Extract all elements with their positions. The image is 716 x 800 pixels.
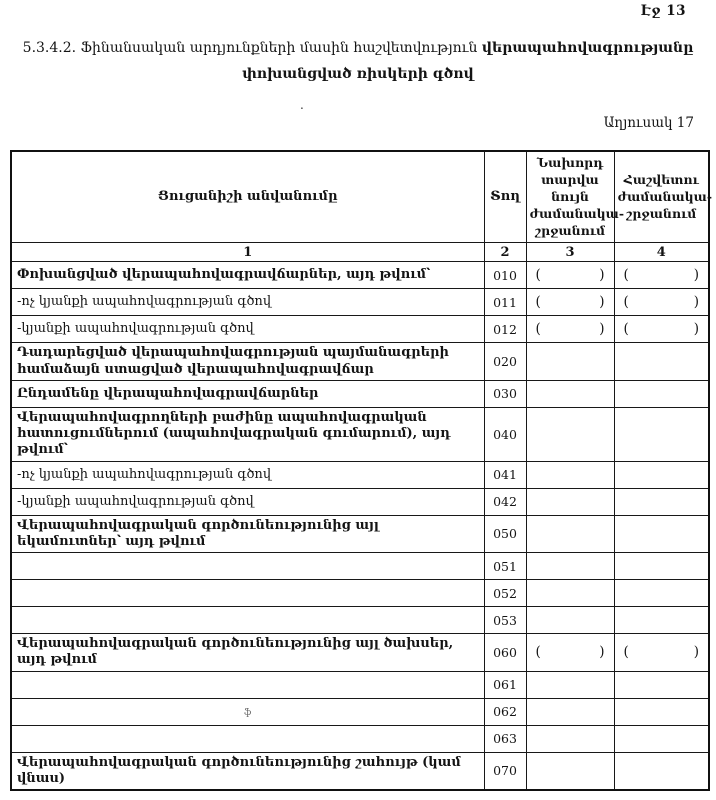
negative-value-parentheses [536,294,605,310]
table-row [11,407,709,461]
reporting-period-cell [614,380,709,407]
column-number-2: 2 [484,243,526,262]
table-row [11,289,709,316]
indicator-cell: -ոչ կյանքի ապահովագրության գծով [11,461,484,488]
reporting-period-cell [614,671,709,698]
close-paren: ) [599,294,605,311]
header-indicator: Ցուցանիշի անվանումը [11,151,484,243]
row-code-cell: 062 [484,698,526,725]
close-paren: ) [599,321,605,338]
reporting-period-cell [614,316,709,343]
open-paren: ( [535,267,541,284]
open-paren: ( [535,294,541,311]
close-paren: ) [693,294,699,311]
reporting-period-cell [614,488,709,515]
reporting-period-cell [614,461,709,488]
row-code-cell: 042 [484,488,526,515]
column-number-row [11,243,709,262]
open-paren: ( [623,644,629,661]
scan-dot-artifact: . [300,98,304,112]
header-row-code: Տող [484,151,526,243]
reporting-period-cell [614,553,709,580]
indicator-cell: Փոխանցված վերապահովագրավճարներ, այդ թվում՝ [11,262,484,289]
prev-period-cell [526,634,614,672]
row-code-cell: 070 [484,752,526,790]
reporting-period-cell [614,752,709,790]
row-code-cell: 052 [484,580,526,607]
prev-period-cell [526,515,614,553]
table-row [11,262,709,289]
column-number-4: 4 [614,243,709,262]
table-row [11,725,709,752]
reporting-period-cell [614,698,709,725]
row-code-cell: 012 [484,316,526,343]
negative-value-parentheses [624,321,700,337]
table-row [11,607,709,634]
table-row [11,553,709,580]
reporting-period-cell [614,407,709,461]
indicator-cell: Դադարեցված վերապահովագրության պայմանագրերի համաձայն ստացված վերապահովագրավճար [11,343,484,381]
close-paren: ) [599,644,605,661]
row-code-cell: 053 [484,607,526,634]
ink-smudge-artifact: ֆ [244,707,252,718]
row-code-cell: 010 [484,262,526,289]
prev-period-cell [526,343,614,381]
title-emphasis: վերապահովագրությանը փոխանցված ռիսկերի գծով [242,40,694,82]
prev-period-cell [526,461,614,488]
negative-value-parentheses [536,644,605,660]
column-number-1: 1 [11,243,484,262]
indicator-cell [11,698,484,725]
indicator-cell [11,725,484,752]
prev-period-cell [526,752,614,790]
prev-period-cell [526,380,614,407]
row-code-cell: 040 [484,407,526,461]
column-number-3: 3 [526,243,614,262]
table-row [11,634,709,672]
open-paren: ( [623,267,629,284]
indicator-cell: -կյանքի ապահովագրության գծով [11,316,484,343]
table-row [11,488,709,515]
prev-period-cell [526,289,614,316]
indicator-cell: Վերապահովագրական գործունեությունից շահույթ (կամ վնաս) [11,752,484,790]
reporting-period-cell [614,580,709,607]
indicator-cell: Վերապահովագրական գործունեությունից այլ ծախսեր, այդ թվում [11,634,484,672]
row-code-cell: 030 [484,380,526,407]
negative-value-parentheses [536,321,605,337]
table-row [11,316,709,343]
prev-period-cell [526,671,614,698]
indicator-cell: Վերապահովագրողների բաժինը ապահովագրական հատուցումներում (ապահովագրական գումարում), այդ թվում՝ [11,407,484,461]
open-paren: ( [535,644,541,661]
reporting-period-cell [614,634,709,672]
table-header-row [11,151,709,243]
prev-period-cell [526,407,614,461]
table-caption: Աղյուսակ 17 [603,115,694,131]
negative-value-parentheses [624,644,700,660]
open-paren: ( [623,294,629,311]
row-code-cell: 051 [484,553,526,580]
row-code-cell: 050 [484,515,526,553]
indicator-cell [11,580,484,607]
open-paren: ( [623,321,629,338]
header-previous-period: Նախորդ տարվա նույն ժամանակա-շրջանում [526,151,614,243]
prev-period-cell [526,580,614,607]
table-row [11,752,709,790]
indicator-cell: Վերապահովագրական գործունեությունից այլ եկամուտներ՝ այդ թվում [11,515,484,553]
reporting-period-cell [614,607,709,634]
header-reporting-period: Հաշվետու ժամանակա-շրջանում [614,151,709,243]
table-row [11,380,709,407]
indicator-cell: -կյանքի ապահովագրության գծով [11,488,484,515]
prev-period-cell [526,488,614,515]
indicator-cell [11,553,484,580]
open-paren: ( [535,321,541,338]
row-code-cell: 020 [484,343,526,381]
close-paren: ) [693,321,699,338]
row-code-cell: 041 [484,461,526,488]
row-code-cell: 063 [484,725,526,752]
negative-value-parentheses [536,267,605,283]
page-number: Էջ 13 [640,3,686,19]
prev-period-cell [526,553,614,580]
table-row [11,343,709,381]
close-paren: ) [599,267,605,284]
reporting-period-cell [614,515,709,553]
reporting-period-cell [614,343,709,381]
prev-period-cell [526,725,614,752]
row-code-cell: 060 [484,634,526,672]
table-row [11,671,709,698]
table-row [11,515,709,553]
negative-value-parentheses [624,294,700,310]
title-section-number-and-text: 5.3.4.2. Ֆինանսական արդյունքների մասին հաշվետվություն [22,40,482,56]
document-title [16,36,700,88]
reporting-period-cell [614,725,709,752]
indicator-cell [11,607,484,634]
indicator-cell: Ընդամենը վերապահովագրավճարներ [11,380,484,407]
prev-period-cell [526,607,614,634]
close-paren: ) [693,644,699,661]
prev-period-cell [526,262,614,289]
reporting-period-cell [614,262,709,289]
table-row [11,580,709,607]
prev-period-cell [526,698,614,725]
reporting-period-cell [614,289,709,316]
row-code-cell: 061 [484,671,526,698]
indicator-cell: -ոչ կյանքի ապահովագրության գծով [11,289,484,316]
prev-period-cell [526,316,614,343]
negative-value-parentheses [624,267,700,283]
row-code-cell: 011 [484,289,526,316]
table-row [11,698,709,725]
table-row [11,461,709,488]
indicator-cell [11,671,484,698]
close-paren: ) [693,267,699,284]
financial-results-table [10,150,713,791]
table-body [11,262,709,790]
